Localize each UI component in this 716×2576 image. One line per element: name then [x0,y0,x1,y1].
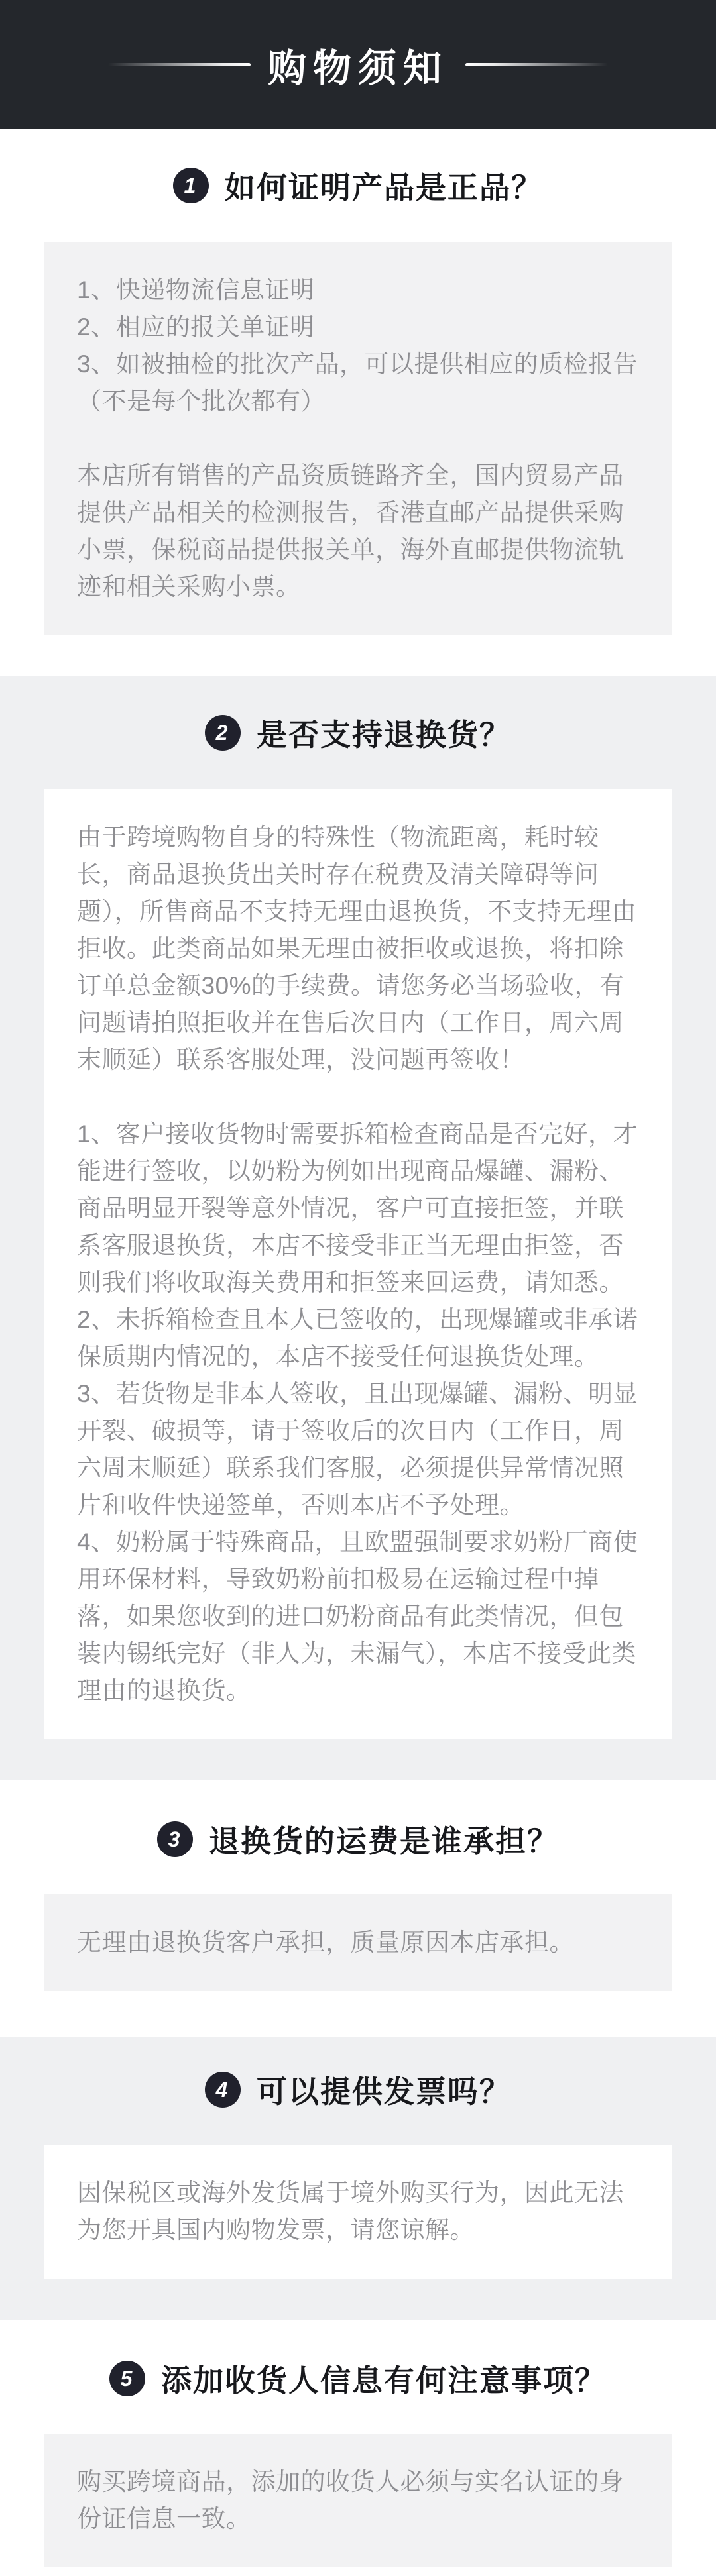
question-title-3: 退换货的运费是谁承担？ [209,1824,559,1858]
decorative-line-left [108,63,251,66]
answer-box-2 [44,789,672,1739]
answer-paragraph: 3、若货物是非本人签收，且出现爆罐、漏粉、明显开裂、破损等，请于签收后的次日内（工作日，周六周末顺延）联系我们客服，必须提供异常情况照片和收件快递签单，否则本店不予处理。 [77,1380,638,1519]
question-heading-5 [0,2361,716,2396]
number-badge-1: 1 [173,168,209,203]
answer-box-1 [44,242,672,635]
number-badge-4: 4 [205,2072,241,2108]
page-title: 购物须知 [267,46,448,90]
question-title-2: 是否支持退换货？ [257,718,511,752]
question-heading-1 [0,168,716,203]
answer-paragraph: 无理由退换货客户承担，质量原因本店承担。 [77,1929,574,1956]
section-invoice [0,2037,716,2320]
answer-line: 2、相应的报关单证明 [77,313,315,341]
question-title-4: 可以提供发票吗？ [257,2074,511,2109]
answer-paragraph: 由于跨境购物自身的特殊性（物流距离，耗时较长，商品退换货出关时存在税费及清关障碍等问题），所售商品不支持无理由退换货，不支持无理由拒收。此类商品如果无理由被拒收或退换，将扣除订单总金额30%的手续费。请您务必当场验收，有问题请拍照拒收并在售后次日内（工作日，周六周末顺延）联系客服处理，没问题再签收！ [77,824,636,1073]
answer-paragraph: 因保税区或海外发货属于境外购买行为，因此无法为您开具国内购物发票，请您谅解。 [77,2179,624,2243]
section-return-shipping-cost [0,1780,716,1991]
section-returns-policy [0,676,716,1780]
answer-paragraph: 2、未拆箱检查且本人已签收的，出现爆罐或非承诺保质期内情况的，本店不接受任何退换货处理。 [77,1306,638,1370]
number-badge-2: 2 [205,715,241,751]
section-recipient-info [0,2320,716,2567]
page-header [0,0,716,129]
answer-box-4 [44,2145,672,2279]
answer-box-5 [44,2434,672,2567]
question-heading-3 [0,1821,716,1857]
question-title-1: 如何证明产品是正品？ [225,170,543,205]
answer-box-3 [44,1894,672,1991]
section-authenticity [0,129,716,635]
question-heading-4 [0,2072,716,2108]
decorative-line-right [465,63,608,66]
number-badge-3: 3 [157,1821,193,1857]
question-title-5: 添加收货人信息有何注意事项？ [161,2363,607,2398]
answer-paragraph: 1、客户接收货物时需要拆箱检查商品是否完好，才能进行签收，以奶粉为例如出现商品爆罐、漏粉、商品明显开裂等意外情况，客户可直接拒签，并联系客服退换货，本店不接受非正当无理由拒签，否则我们将收取海关费用和拒签来回运费，请知悉。 [77,1120,638,1296]
answer-paragraph: 购买跨境商品，添加的收货人必须与实名认证的身份证信息一致。 [77,2468,624,2532]
answer-paragraph: 4、奶粉属于特殊商品，且欧盟强制要求奶粉厂商使用环保材料，导致奶粉前扣极易在运输过程中掉落，如果您收到的进口奶粉商品有此类情况，但包装内锡纸完好（非人为，未漏气），本店不接受此类理由的退换货。 [77,1529,638,1704]
answer-paragraph: 本店所有销售的产品资质链路齐全，国内贸易产品提供产品相关的检测报告，香港直邮产品提供采购小票，保税商品提供报关单，海外直邮提供物流轨迹和相关采购小票。 [77,462,624,600]
question-heading-2 [0,715,716,751]
answer-line: 3、如被抽检的批次产品，可以提供相应的质检报告（不是每个批次都有） [77,350,638,415]
answer-line: 1、快递物流信息证明 [77,276,315,303]
number-badge-5: 5 [109,2361,145,2396]
